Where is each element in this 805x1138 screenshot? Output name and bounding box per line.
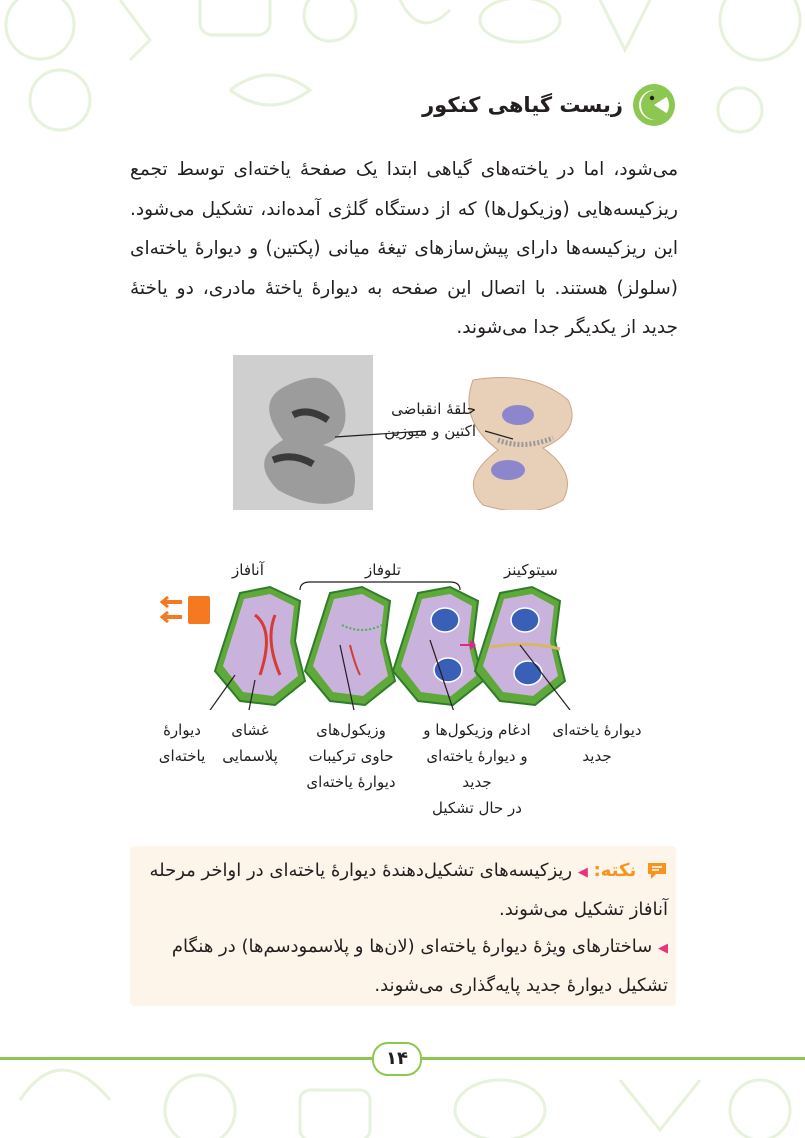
caption-cell-wall: دیوارهٔ یاخته‌ای <box>158 721 206 765</box>
book-back-icon <box>162 596 210 624</box>
stage-cytokinesis-title: سیتوکینز <box>504 561 558 579</box>
caption-new-wall: دیوارهٔ یاخته‌ای جدید <box>552 721 642 765</box>
paragraph-text: می‌شود، اما در یاخته‌های گیاهی ابتدا یک صفحهٔ یاخته‌ای توسط تجمع ریزکیسه‌هایی (وزیکول‌ها) که از دستگاه گلژی آمده‌اند، تشکیل می‌شود. این ریزکیسه‌ها دارای پیش‌سازهای تیغهٔ میانی (پکتین) و دیوارهٔ یاخته‌ای (سلولز) هستند. با اتصال این صفحه به دیوارهٔ یاختهٔ مادری، دو یاختهٔ جدید از یکدیگر جدا می‌شوند. <box>130 159 678 338</box>
caption-vesicles: وزیکول‌های حاوی ترکیبات دیوارهٔ یاخته‌ای <box>306 721 396 791</box>
caption-fusion: ادغام وزیکول‌ها و و دیوارهٔ یاخته‌ای جدید در حال تشکیل <box>423 721 531 817</box>
caption-plasma-membrane: غشای پلاسمایی <box>222 721 278 765</box>
ring-label-line1: حلقهٔ انقباضی <box>391 400 476 418</box>
page-number: ۱۴ <box>372 1042 422 1076</box>
contractile-ring-label <box>346 398 476 442</box>
note-content <box>138 852 668 1004</box>
ring-label-line2: اکتین و میوزین <box>384 422 476 440</box>
stage-telophase-title: تلوفاز <box>365 561 401 579</box>
note-label: نکته: <box>593 860 637 881</box>
stage-anaphase-title: آنافاز <box>232 561 264 579</box>
note-item-1-text: ریزکیسه‌های تشکیل‌دهندهٔ دیوارهٔ یاخته‌ای در اواخر مرحله آنافاز تشکیل می‌شوند. <box>149 860 668 920</box>
bullet-arrow-icon: ◀ <box>658 941 668 956</box>
note-box <box>130 846 676 1006</box>
main-paragraph <box>130 150 678 348</box>
bullet-arrow-icon: ◀ <box>577 865 588 880</box>
cell-cytokinesis <box>475 587 565 705</box>
note-item-1 <box>138 852 668 928</box>
note-item-2-text: ساختارهای ویژهٔ دیوارهٔ یاخته‌ای (لان‌ها و پلاسمودسم‌ها) در هنگام تشکیل دیوارهٔ جدید پایه‌گذاری می‌شوند. <box>171 936 668 996</box>
pacman-logo-icon <box>631 82 677 128</box>
book-title: زیست گیاهی کنکور <box>422 93 623 117</box>
note-item-2 <box>138 928 668 1004</box>
cell-early-telophase <box>305 587 395 705</box>
cell-anaphase <box>215 587 305 705</box>
note-speech-icon <box>646 862 668 880</box>
chapter-header <box>422 80 677 130</box>
cytokinesis-stages-figure <box>160 585 580 710</box>
